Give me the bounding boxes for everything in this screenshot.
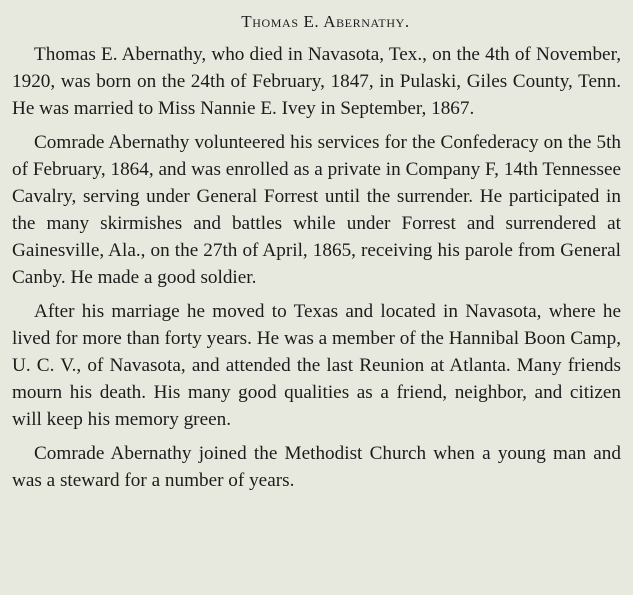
article-title: Thomas E. Abernathy. (241, 12, 410, 31)
paragraph: Comrade Abernathy volunteered his services for the Confederacy on the 5th of February, 1864, and was enrolled as a private in Company F, 14th Tennessee Cavalry, serving under General Forrest until the surrender. He participated in the many skirmishes and battles while under Forrest and surrendered at Gainesville, Ala., on the 27th of April, 1865, receiving his parole from General Canby. He made a good soldier. (12, 132, 621, 288)
paragraph: Thomas E. Abernathy, who died in Navasota, Tex., on the 4th of November, 1920, was born on the 24th of February, 1847, in Pulaski, Giles County, Tenn. He was married to Miss Nannie E. Ivey in September, 1867. (12, 44, 621, 119)
article-body (12, 41, 621, 494)
paragraph: Comrade Abernathy joined the Methodist Church when a young man and was a steward for a number of years. (12, 443, 621, 491)
paragraph: After his marriage he moved to Texas and located in Navasota, where he lived for more than forty years. He was a member of the Hannibal Boon Camp, U. C. V., of Navasota, and attended the last Reunion at Atlanta. Many friends mourn his death. His many good qualities as a friend, neighbor, and citizen will keep his memory green. (12, 301, 621, 430)
